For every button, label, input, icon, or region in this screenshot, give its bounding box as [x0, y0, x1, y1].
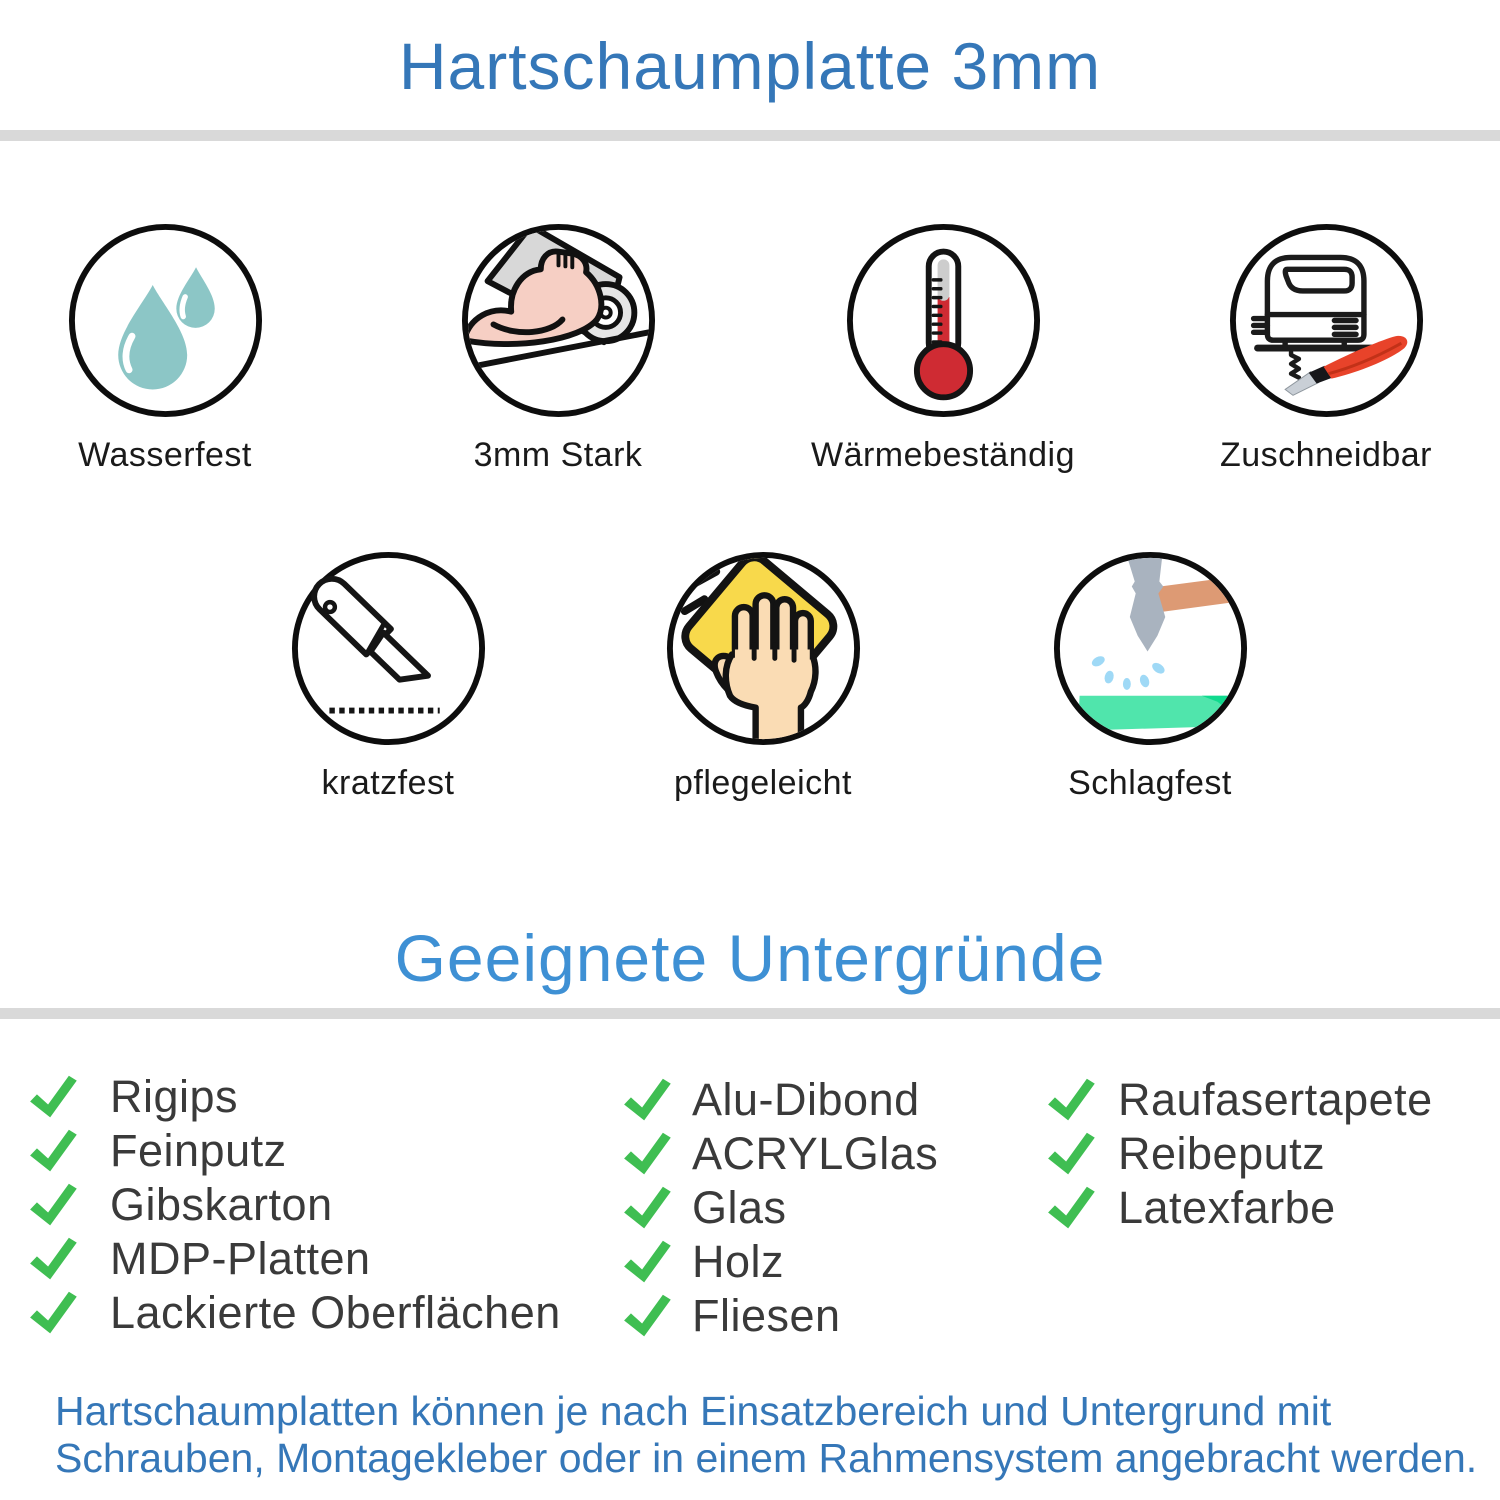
section-title-substrates: Geeignete Untergründe	[394, 921, 1106, 995]
list-item: Fliesen	[622, 1289, 938, 1343]
list-item: Holz	[622, 1235, 938, 1289]
check-icon	[1044, 1184, 1100, 1231]
check-icon	[26, 1073, 82, 1120]
list-item: Gibskarton	[28, 1178, 561, 1232]
divider-substrates	[0, 1008, 1500, 1019]
check-icon	[620, 1076, 676, 1123]
substrates-column-1	[28, 1070, 561, 1340]
feature-label: Schlagfest	[1068, 764, 1232, 802]
mounting-note-line2: Schrauben, Montagekleber oder in einem Rahmensystem angebracht werden.	[55, 1435, 1478, 1481]
substrates-column-2	[622, 1073, 938, 1343]
check-icon	[620, 1292, 676, 1339]
list-item: Alu-Dibond	[622, 1073, 938, 1127]
jigsaw-icon	[1228, 222, 1425, 419]
feature-kratzfest	[238, 550, 538, 803]
feature-label: Wasserfest	[78, 436, 252, 474]
feature-waermebestaendig	[793, 222, 1093, 475]
utility-knife-icon	[290, 550, 487, 747]
check-icon	[620, 1184, 676, 1231]
muscle-arm-icon	[460, 222, 657, 419]
feature-label: kratzfest	[321, 764, 455, 802]
wiping-hand-icon	[665, 550, 862, 747]
impact-surface	[1078, 696, 1235, 730]
list-item: Rigips	[28, 1070, 561, 1124]
check-icon	[26, 1181, 82, 1228]
list-item: MDP-Platten	[28, 1232, 561, 1286]
list-item: Glas	[622, 1181, 938, 1235]
mounting-note-line1: Hartschaumplatten können je nach Einsatzbereich und Untergrund mit	[55, 1388, 1332, 1434]
feature-label: Zuschneidbar	[1219, 436, 1432, 474]
feature-label: Wärmebeständig	[810, 436, 1075, 474]
list-item: ACRYLGlas	[622, 1127, 938, 1181]
hammer-icon	[1052, 550, 1249, 747]
feature-wasserfest	[15, 222, 315, 475]
page-title: Hartschaumplatte 3mm	[398, 29, 1102, 103]
list-item: Feinputz	[28, 1124, 561, 1178]
list-item: Reibeputz	[1046, 1127, 1433, 1181]
thermometer-icon	[845, 222, 1042, 419]
mounting-note	[55, 1388, 1477, 1482]
substrates-column-3	[1046, 1073, 1433, 1235]
check-icon	[26, 1289, 82, 1336]
divider-top	[0, 130, 1500, 141]
feature-label: 3mm Stark	[473, 436, 643, 474]
check-icon	[620, 1130, 676, 1177]
feature-schlagfest	[1000, 550, 1300, 803]
check-icon	[1044, 1130, 1100, 1177]
check-icon	[26, 1127, 82, 1174]
list-item: Raufasertapete	[1046, 1073, 1433, 1127]
water-drops-icon	[67, 222, 264, 419]
list-item: Latexfarbe	[1046, 1181, 1433, 1235]
feature-label: pflegeleicht	[673, 764, 852, 802]
check-icon	[620, 1238, 676, 1285]
check-icon	[26, 1235, 82, 1282]
feature-zuschneidbar	[1176, 222, 1476, 475]
list-item: Lackierte Oberflächen	[28, 1286, 561, 1340]
feature-pflegeleicht	[613, 550, 913, 803]
feature-3mm-stark	[408, 222, 708, 475]
check-icon	[1044, 1076, 1100, 1123]
